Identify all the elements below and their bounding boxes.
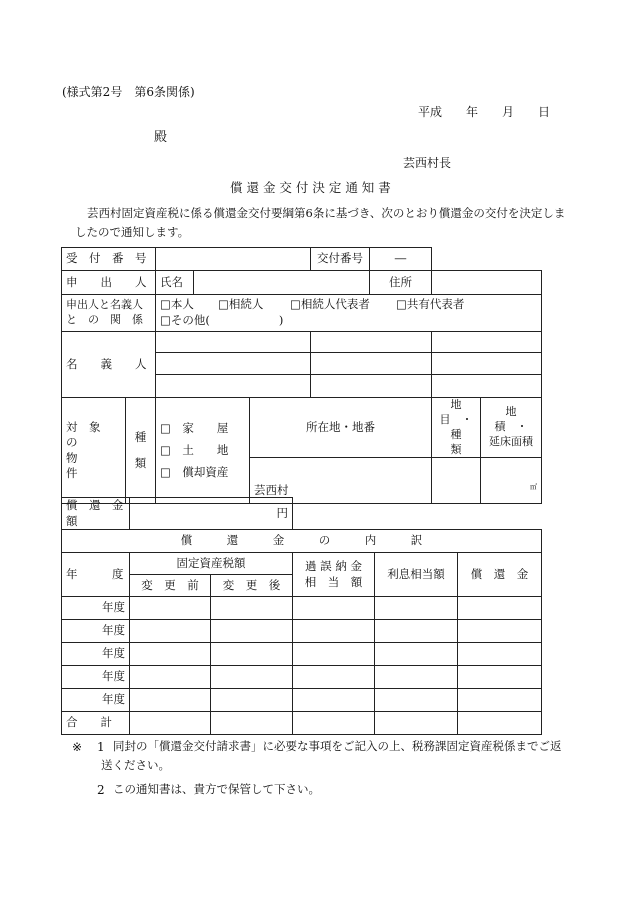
note-mark: ※ (72, 740, 83, 754)
interest-cell[interactable] (375, 597, 458, 620)
year-header: 年 度 (62, 553, 130, 597)
note1-text-line1: 同封の「償還金交付請求書」に必要な事項をご記入の上、税務課固定資産税係までご返 (113, 739, 562, 753)
before-total[interactable] (130, 712, 211, 735)
area-unit: ㎡ (530, 483, 537, 492)
addressee-suffix: 殿 (154, 130, 168, 145)
option-heir-representative[interactable]: □相続人代表者 (290, 297, 370, 312)
overpaid-cell[interactable] (293, 689, 375, 712)
after-change-header: 変 更 後 (211, 575, 293, 597)
applicant-label: 申 出 人 (62, 271, 156, 295)
option-house[interactable]: □ 家 屋 (160, 420, 229, 435)
relation-options (156, 295, 542, 332)
intro-text-line1: 芸西村固定資産税に係る償還金交付要綱第6条に基づき、次のとおり償還金の交付を決定しま (87, 206, 566, 220)
before-cell[interactable] (130, 643, 211, 666)
option-heir[interactable]: □相続人 (218, 297, 264, 312)
refund-amount-field[interactable]: 円 (130, 498, 293, 530)
interest-cell[interactable] (375, 620, 458, 643)
nominee-cell[interactable] (311, 353, 432, 375)
interest-cell[interactable] (375, 643, 458, 666)
after-cell[interactable] (211, 597, 293, 620)
year-cell: 年度 (62, 643, 130, 666)
after-total[interactable] (211, 712, 293, 735)
refund-header: 償 還 金 (458, 553, 542, 597)
land-category-label (432, 398, 495, 458)
overpaid-cell[interactable] (293, 666, 375, 689)
year-cell: 年度 (62, 620, 130, 643)
refund-breakdown-table (61, 497, 542, 735)
refund-cell[interactable] (458, 643, 542, 666)
property-label-line2: 物 件 (66, 450, 112, 481)
land-category-label-line2: 種 類 (450, 427, 495, 456)
issuer: 芸西村長 (403, 156, 452, 170)
overpaid-header-line2: 相 当 額 (304, 574, 363, 589)
refund-cell[interactable] (458, 689, 542, 712)
after-cell[interactable] (211, 689, 293, 712)
note1-text-line2: 送ください。 (101, 758, 170, 772)
refund-cell[interactable] (458, 666, 542, 689)
refund-amount-label: 償 還 金 額 (62, 498, 130, 530)
nominee-cell[interactable] (432, 353, 542, 375)
table-row (62, 689, 542, 712)
relation-label-line1: 申出人と名義人 (66, 298, 143, 312)
note1-number: 1 (97, 740, 105, 754)
option-land[interactable]: □ 土 地 (160, 442, 229, 457)
overpaid-cell[interactable] (293, 620, 375, 643)
nominee-cell[interactable] (311, 332, 432, 353)
relation-label-line2: と の 関 係 (66, 313, 143, 326)
type-label-line1: 種 (134, 430, 147, 445)
total-row (62, 712, 542, 735)
refund-total[interactable] (458, 712, 542, 735)
table-row (62, 620, 542, 643)
note2-number: 2 (97, 783, 105, 797)
type-label (126, 398, 156, 504)
overpaid-total[interactable] (293, 712, 375, 735)
document-title: 償 還 金 交 付 決 定 通 知 書 (230, 180, 391, 195)
option-co-owner-representative[interactable]: □共有代表者 (396, 297, 465, 312)
before-cell[interactable] (130, 689, 211, 712)
name-label: 氏名 (156, 271, 194, 295)
note2-text: この通知書は、貴方で保管して下さい。 (113, 782, 320, 796)
total-label: 合 計 (62, 712, 130, 735)
interest-header: 利息相当額 (375, 553, 458, 597)
after-cell[interactable] (211, 666, 293, 689)
type-label-line2: 類 (134, 455, 147, 470)
table-row (62, 666, 542, 689)
nominee-cell[interactable] (432, 375, 542, 398)
area-label-line2: 延床面積 (489, 435, 533, 449)
name-field[interactable] (194, 271, 370, 295)
location-field[interactable]: 芸西村 (250, 458, 432, 504)
refund-cell[interactable] (458, 620, 542, 643)
before-cell[interactable] (130, 666, 211, 689)
nominee-cell[interactable] (156, 353, 311, 375)
tax-amount-header: 固定資産税額 (130, 553, 293, 575)
overpaid-header (293, 553, 375, 597)
relation-label (62, 295, 156, 332)
before-cell[interactable] (130, 620, 211, 643)
option-other[interactable]: □その他( ) (160, 313, 284, 327)
after-cell[interactable] (211, 620, 293, 643)
nominee-cell[interactable] (432, 332, 542, 353)
overpaid-header-line1: 過 誤 納 金 (305, 559, 362, 574)
after-cell[interactable] (211, 643, 293, 666)
issue-number-field[interactable]: ― (370, 248, 432, 271)
year-cell: 年度 (62, 597, 130, 620)
refund-cell[interactable] (458, 597, 542, 620)
nominee-label: 名 義 人 (62, 332, 156, 398)
address-field[interactable] (432, 271, 542, 295)
intro-text-line2: したので通知します。 (75, 225, 190, 239)
receipt-number-field[interactable] (156, 248, 311, 271)
before-cell[interactable] (130, 597, 211, 620)
blank-cell (432, 248, 542, 271)
table-row (62, 597, 542, 620)
interest-total[interactable] (375, 712, 458, 735)
year-cell: 年度 (62, 689, 130, 712)
blank-cell (293, 498, 542, 530)
option-self[interactable]: □本人 (160, 297, 194, 312)
address-label: 住所 (370, 271, 432, 295)
interest-cell[interactable] (375, 689, 458, 712)
form-number: (様式第2号 第6条関係) (62, 85, 195, 99)
nominee-cell[interactable] (156, 375, 311, 398)
property-label (62, 398, 126, 504)
table-row (62, 643, 542, 666)
before-change-header: 変 更 前 (130, 575, 211, 597)
receipt-number-label: 受 付 番 号 (62, 248, 156, 271)
issue-number-label: 交付番号 (311, 248, 370, 271)
area-label-line1: 地 積 ・ (494, 405, 528, 434)
location-label: 所在地・地番 (250, 398, 432, 458)
option-depreciable-assets[interactable]: □ 償却資産 (160, 464, 229, 479)
property-label-line1: 対 象 の (66, 419, 112, 450)
land-category-label-line1: 地 目 ・ (439, 398, 473, 426)
issue-date: 平成 年 月 日 (418, 105, 551, 119)
overpaid-cell[interactable] (293, 643, 375, 666)
application-info-table (61, 247, 542, 504)
nominee-cell[interactable] (311, 375, 432, 398)
nominee-cell[interactable] (156, 332, 311, 353)
year-cell: 年度 (62, 666, 130, 689)
overpaid-cell[interactable] (293, 597, 375, 620)
type-options (156, 398, 250, 504)
interest-cell[interactable] (375, 666, 458, 689)
breakdown-title: 償 還 金 の 内 訳 (62, 530, 542, 553)
